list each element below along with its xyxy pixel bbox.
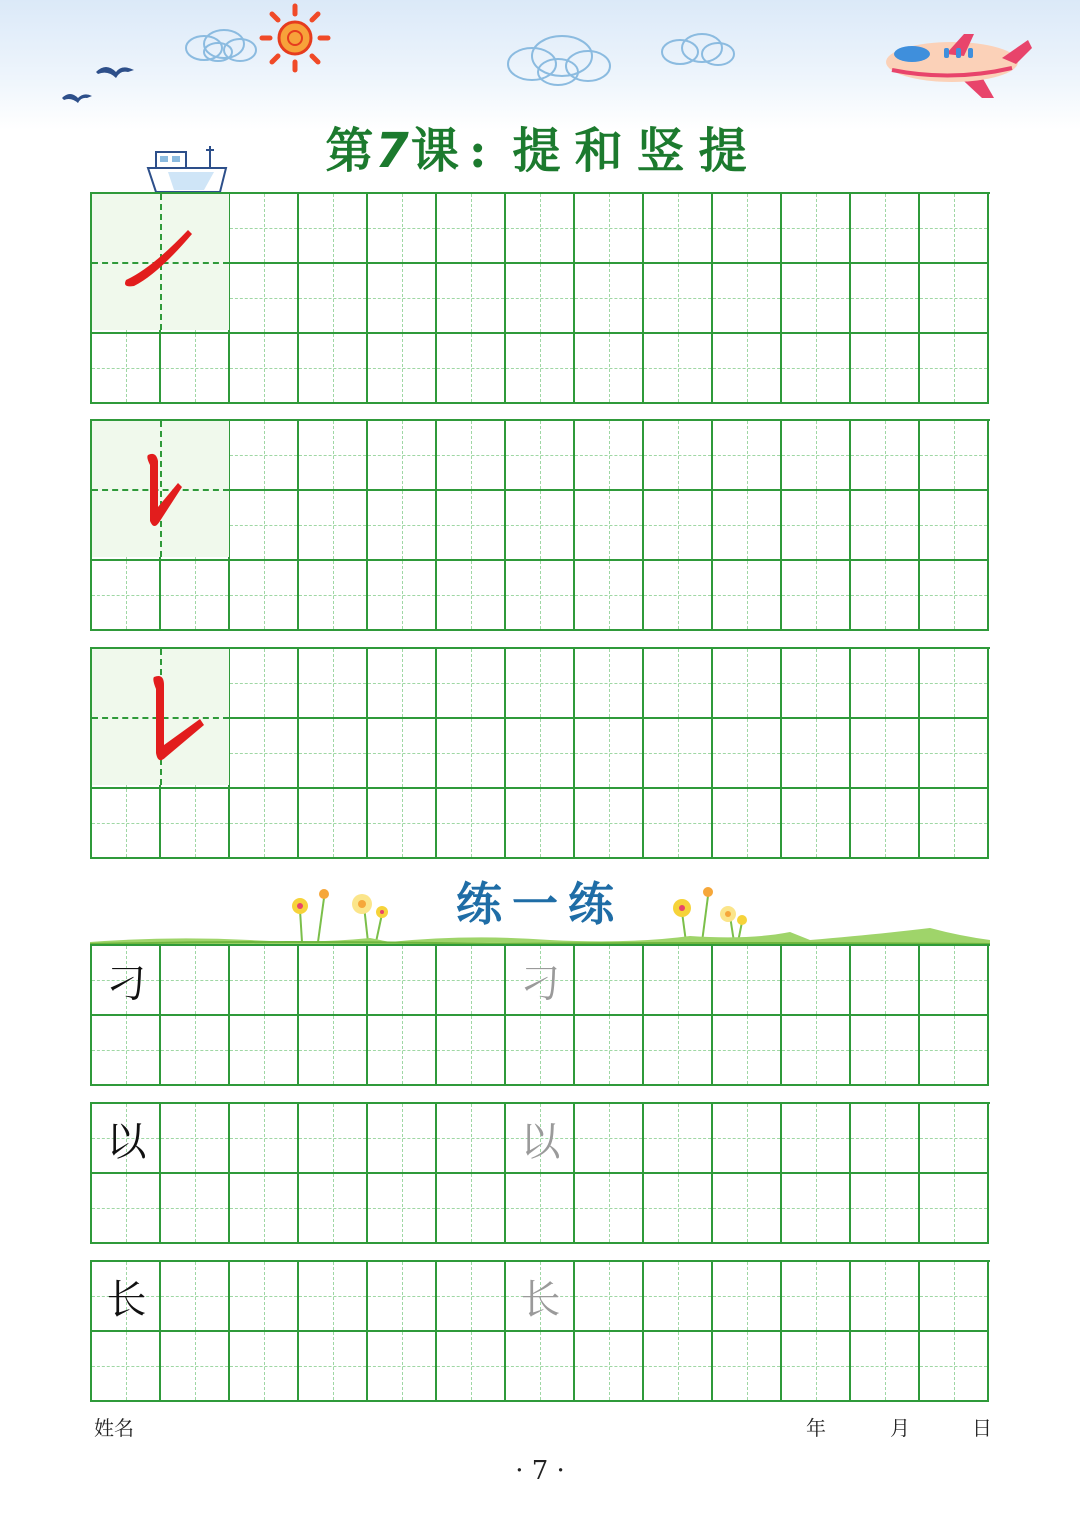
grid-cell[interactable] (230, 719, 299, 789)
grid-cell[interactable] (644, 1262, 713, 1332)
grid-cell[interactable] (368, 719, 437, 789)
lesson-name-char: 竖 (636, 123, 687, 179)
grid-cell[interactable] (644, 491, 713, 561)
grid-cell[interactable] (368, 789, 437, 859)
trace-character: 以 (520, 1119, 561, 1165)
grid-cell[interactable] (230, 649, 299, 719)
day-label: 日 (972, 1416, 992, 1440)
grid-cell[interactable] (920, 1332, 989, 1402)
grid-cell[interactable] (644, 334, 713, 404)
grid-cell[interactable] (575, 1016, 644, 1086)
grid-cell[interactable] (920, 649, 989, 719)
grid-cell[interactable] (920, 561, 989, 631)
grid-cell[interactable] (713, 649, 782, 719)
grid-cell[interactable] (299, 334, 368, 404)
grid-cell[interactable] (713, 1262, 782, 1332)
grid-cell[interactable] (437, 264, 506, 334)
grid-cell[interactable] (230, 421, 299, 491)
page-number: · 7 · (515, 1456, 565, 1486)
grid-cell[interactable] (851, 491, 920, 561)
grid-cell[interactable] (299, 194, 368, 264)
grid-cell[interactable] (851, 1332, 920, 1402)
grid-cell[interactable] (575, 649, 644, 719)
grid-cell[interactable] (506, 789, 575, 859)
grid-cell[interactable] (368, 1104, 437, 1174)
grid-cell[interactable] (161, 1104, 230, 1174)
grid-cell[interactable] (782, 561, 851, 631)
grid-cell[interactable] (920, 946, 989, 1016)
grid-cell[interactable] (713, 1104, 782, 1174)
grid-cell[interactable] (368, 561, 437, 631)
grid-cell[interactable] (368, 1262, 437, 1332)
grid-cell[interactable] (713, 719, 782, 789)
grid-cell[interactable] (299, 421, 368, 491)
grid-cell[interactable] (506, 561, 575, 631)
grid-cell[interactable] (575, 1174, 644, 1244)
lesson-name-char: 提 (698, 123, 749, 179)
grid-cell[interactable] (506, 649, 575, 719)
grid-cell[interactable] (644, 946, 713, 1016)
grid-cell[interactable] (368, 649, 437, 719)
grid-cell[interactable] (920, 719, 989, 789)
cloud-icon (658, 30, 738, 72)
grid-cell[interactable] (506, 264, 575, 334)
grid-cell[interactable] (644, 194, 713, 264)
grid-cell[interactable] (437, 561, 506, 631)
grid-cell[interactable] (782, 334, 851, 404)
grid-cell[interactable] (299, 1174, 368, 1244)
grid-cell[interactable] (506, 1174, 575, 1244)
grid-cell[interactable] (851, 264, 920, 334)
lesson-name (507, 123, 755, 179)
grid-cell[interactable] (644, 1104, 713, 1174)
lesson-name-char: 和 (574, 123, 625, 179)
grid-cell[interactable] (782, 491, 851, 561)
grid-cell[interactable] (230, 194, 299, 264)
grid-cell[interactable] (437, 1332, 506, 1402)
grid-cell[interactable] (161, 946, 230, 1016)
grid-cell[interactable] (230, 946, 299, 1016)
grid-cell[interactable] (437, 789, 506, 859)
grid-cell[interactable] (851, 561, 920, 631)
grid-cell[interactable] (782, 719, 851, 789)
grass-icon (90, 922, 990, 946)
grid-cell[interactable] (920, 1262, 989, 1332)
grid-cell[interactable] (644, 1332, 713, 1402)
grid-cell[interactable] (782, 1262, 851, 1332)
grid-cell[interactable] (437, 421, 506, 491)
grid-cell[interactable] (575, 561, 644, 631)
lesson-prefix: 第 (325, 123, 376, 179)
grid-cell[interactable] (851, 789, 920, 859)
grid-cell[interactable] (368, 194, 437, 264)
grid-cell[interactable] (713, 334, 782, 404)
grid-cell[interactable] (782, 789, 851, 859)
grid-cell[interactable] (851, 946, 920, 1016)
grid-cell[interactable] (437, 649, 506, 719)
grid-cell[interactable] (299, 561, 368, 631)
grid-cell[interactable] (161, 1016, 230, 1086)
grid-cell[interactable] (92, 1016, 161, 1086)
grid-cell[interactable] (299, 719, 368, 789)
grid-cell[interactable] (575, 1262, 644, 1332)
lesson-name-char: 提 (512, 123, 563, 179)
grid-cell[interactable] (713, 1016, 782, 1086)
grid-cell[interactable] (437, 1174, 506, 1244)
grid-cell[interactable] (230, 1332, 299, 1402)
stroke-model-box (92, 194, 229, 330)
grid-cell[interactable] (920, 421, 989, 491)
grid-cell[interactable] (506, 1332, 575, 1402)
grid-cell[interactable] (299, 264, 368, 334)
grid-cell[interactable] (644, 1016, 713, 1086)
grid-cell[interactable] (575, 421, 644, 491)
grid-cell[interactable] (368, 1332, 437, 1402)
model-character: 刁 (106, 961, 147, 1007)
airplane-icon (882, 28, 1034, 104)
grid-cell[interactable] (437, 1016, 506, 1086)
grid-cell[interactable] (506, 719, 575, 789)
grid-cell[interactable] (92, 1174, 161, 1244)
practice-title: 练一练 (456, 877, 624, 931)
stroke-model-box (92, 649, 229, 785)
grid-cell[interactable] (437, 719, 506, 789)
grid-cell[interactable] (506, 1016, 575, 1086)
sun-icon (254, 0, 336, 76)
model-character: 长 (106, 1277, 147, 1323)
grid-cell[interactable] (920, 789, 989, 859)
grid-cell[interactable] (92, 561, 161, 631)
year-label: 年 (806, 1416, 826, 1440)
grid-cell[interactable] (575, 789, 644, 859)
grid-cell[interactable] (851, 1016, 920, 1086)
grid-cell[interactable] (851, 194, 920, 264)
grid-cell[interactable] (230, 1262, 299, 1332)
grid-cell[interactable] (782, 421, 851, 491)
grid-cell[interactable] (299, 1104, 368, 1174)
grid-cell[interactable] (437, 194, 506, 264)
grid-cell[interactable] (161, 789, 230, 859)
grid-cell[interactable] (920, 491, 989, 561)
grid-cell[interactable] (299, 946, 368, 1016)
grid-cell[interactable] (782, 649, 851, 719)
grid-cell[interactable] (230, 1016, 299, 1086)
grid-cell[interactable] (782, 264, 851, 334)
grid-cell[interactable] (575, 264, 644, 334)
grid-cell[interactable] (437, 334, 506, 404)
grid-cell[interactable] (713, 1174, 782, 1244)
grid-cell[interactable] (851, 334, 920, 404)
grid-cell[interactable] (851, 1174, 920, 1244)
grid-cell[interactable] (851, 421, 920, 491)
model-character: 以 (106, 1119, 147, 1165)
grid-cell[interactable] (161, 334, 230, 404)
grid-cell[interactable] (161, 1262, 230, 1332)
grid-cell[interactable] (920, 264, 989, 334)
grid-cell[interactable] (713, 264, 782, 334)
grid-cell[interactable] (782, 1174, 851, 1244)
grid-cell[interactable] (368, 1016, 437, 1086)
shu-ti-stroke-short (92, 421, 229, 557)
grid-cell[interactable] (437, 946, 506, 1016)
grid-cell[interactable] (368, 421, 437, 491)
trace-character: 长 (520, 1277, 561, 1323)
grid-cell[interactable] (851, 719, 920, 789)
grid-cell[interactable] (437, 491, 506, 561)
grid-cell[interactable] (368, 264, 437, 334)
name-label: 姓名 (94, 1416, 134, 1440)
grid-cell[interactable] (230, 264, 299, 334)
grid-cell[interactable] (506, 334, 575, 404)
grid-cell[interactable] (713, 789, 782, 859)
grid-cell[interactable] (713, 491, 782, 561)
grid-cell[interactable] (713, 1332, 782, 1402)
grid-cell[interactable] (782, 1104, 851, 1174)
grid-cell[interactable] (92, 1332, 161, 1402)
ti-stroke (92, 194, 229, 330)
grid-cell[interactable] (161, 1332, 230, 1402)
cloud-icon (182, 26, 260, 68)
grid-cell[interactable] (230, 789, 299, 859)
grid-cell[interactable] (92, 334, 161, 404)
trace-character: 刁 (520, 961, 561, 1007)
grid-cell[interactable] (92, 789, 161, 859)
grid-cell[interactable] (644, 561, 713, 631)
grid-cell[interactable] (299, 1262, 368, 1332)
lesson-number: 7 (375, 123, 411, 179)
grid-cell[interactable] (644, 789, 713, 859)
bird-icon (58, 58, 158, 113)
stroke-model-box (92, 421, 229, 557)
grid-cell[interactable] (575, 491, 644, 561)
grid-cell[interactable] (368, 491, 437, 561)
title-separator: : (468, 123, 489, 179)
grid-cell[interactable] (644, 1174, 713, 1244)
grid-cell[interactable] (437, 1104, 506, 1174)
grid-cell[interactable] (713, 946, 782, 1016)
grid-cell[interactable] (644, 421, 713, 491)
grid-cell[interactable] (230, 561, 299, 631)
grid-cell[interactable] (575, 1332, 644, 1402)
grid-cell[interactable] (851, 649, 920, 719)
grid-cell[interactable] (230, 1174, 299, 1244)
grid-cell[interactable] (920, 334, 989, 404)
grid-cell[interactable] (713, 194, 782, 264)
grid-cell[interactable] (575, 194, 644, 264)
grid-cell[interactable] (161, 561, 230, 631)
grid-cell[interactable] (644, 649, 713, 719)
grid-cell[interactable] (230, 1104, 299, 1174)
grid-cell[interactable] (368, 1174, 437, 1244)
grid-cell[interactable] (644, 719, 713, 789)
lesson-suffix: 课 (410, 123, 461, 179)
grid-cell[interactable] (506, 421, 575, 491)
grid-cell[interactable] (782, 946, 851, 1016)
grid-cell[interactable] (713, 421, 782, 491)
grid-cell[interactable] (782, 194, 851, 264)
grid-cell[interactable] (506, 491, 575, 561)
grid-cell[interactable] (299, 491, 368, 561)
grid-cell[interactable] (920, 1174, 989, 1244)
grid-cell[interactable] (299, 649, 368, 719)
grid-cell[interactable] (851, 1262, 920, 1332)
grid-cell[interactable] (575, 334, 644, 404)
grid-cell[interactable] (161, 1174, 230, 1244)
grid-cell[interactable] (368, 334, 437, 404)
grid-cell[interactable] (506, 194, 575, 264)
grid-cell[interactable] (920, 194, 989, 264)
grid-cell[interactable] (230, 491, 299, 561)
grid-cell[interactable] (920, 1104, 989, 1174)
grid-cell[interactable] (644, 264, 713, 334)
grid-cell[interactable] (368, 946, 437, 1016)
grid-cell[interactable] (437, 1262, 506, 1332)
grid-cell[interactable] (851, 1104, 920, 1174)
grid-cell[interactable] (782, 1016, 851, 1086)
grid-cell[interactable] (299, 1016, 368, 1086)
shu-ti-stroke-long (92, 649, 229, 785)
grid-cell[interactable] (575, 1104, 644, 1174)
grid-cell[interactable] (920, 1016, 989, 1086)
lesson-title (0, 112, 1080, 181)
grid-cell[interactable] (230, 334, 299, 404)
grid-cell[interactable] (713, 561, 782, 631)
cloud-icon (502, 30, 616, 92)
grid-cell[interactable] (782, 1332, 851, 1402)
grid-cell[interactable] (299, 1332, 368, 1402)
grid-cell[interactable] (575, 946, 644, 1016)
grid-cell[interactable] (575, 719, 644, 789)
grid-cell[interactable] (299, 789, 368, 859)
month-label: 月 (890, 1416, 910, 1440)
